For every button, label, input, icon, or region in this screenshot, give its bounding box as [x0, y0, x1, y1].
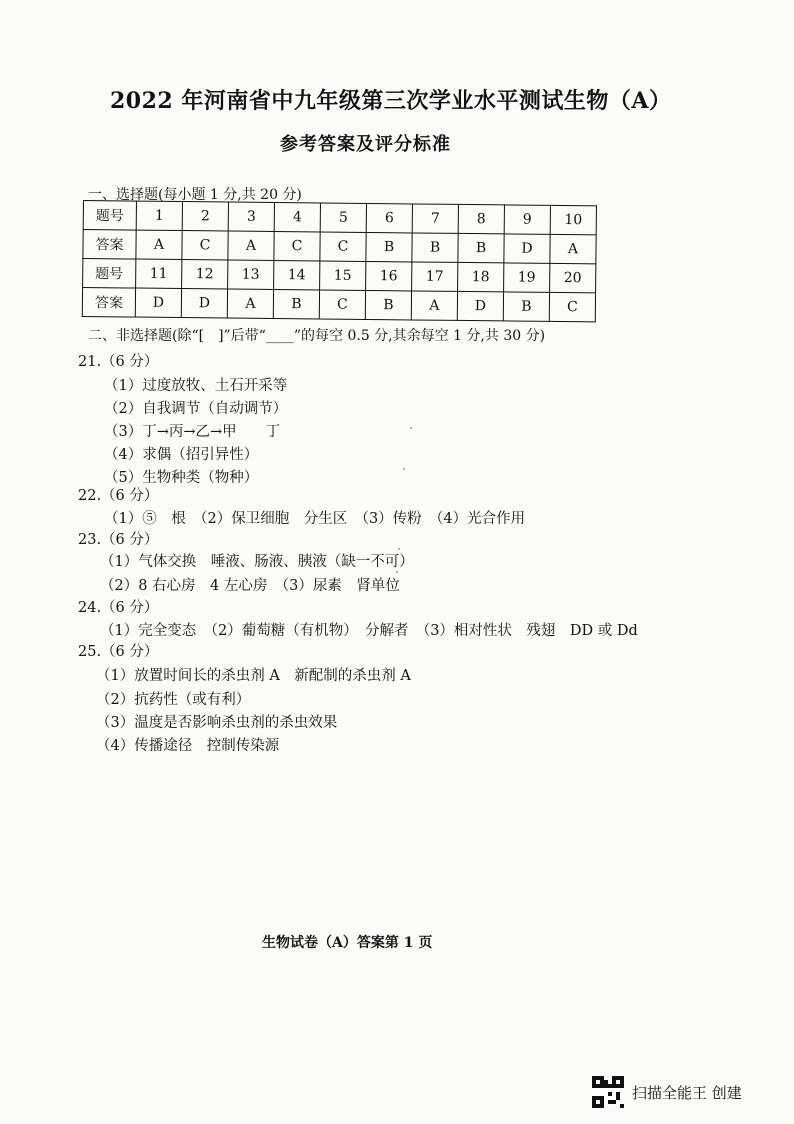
table-cell: C: [320, 232, 366, 261]
table-cell: C: [274, 232, 320, 261]
table-cell: A: [411, 291, 457, 320]
table-cell: 5: [320, 203, 366, 232]
page-subtitle: 参考答案及评分标准: [280, 134, 451, 155]
page-title: 2022 年河南省中九年级第三次学业水平测试生物（A）: [110, 88, 672, 114]
answer-line: （1）气体交换 唾液、肠液、胰液（缺一不可）: [100, 554, 414, 570]
table-row-label: 题号: [83, 259, 136, 289]
answer-line: （2）抗药性（或有利）: [96, 692, 251, 708]
table-row-label: 答案: [83, 230, 136, 260]
table-cell: 18: [458, 262, 504, 291]
answer-line: （5）生物种类（物种）: [104, 470, 259, 486]
answer-line: 24.（6 分）: [78, 600, 159, 616]
answer-line: （1）完全变态 （2）葡萄糖（有机物） 分解者 （3）相对性状 残翅 DD 或 Dd: [100, 623, 638, 639]
section-2-heading: 二、非选择题(除“[ ]”后带“____”的每空 0.5 分,其余每空 1 分,共 30 分): [88, 325, 545, 345]
table-cell: B: [458, 233, 504, 262]
table-cell: 20: [550, 263, 596, 292]
answer-line: （1）过度放牧、土石开采等: [104, 378, 288, 394]
answer-line: （4）求偶（招引异性）: [104, 447, 259, 463]
scanner-label: 扫描全能王 创建: [632, 1083, 742, 1102]
table-row-label: 答案: [82, 288, 135, 318]
table-cell: 13: [228, 260, 274, 289]
table-cell: A: [550, 234, 596, 263]
table-cell: B: [366, 232, 412, 261]
scanner-watermark: [592, 1076, 742, 1108]
table-cell: D: [135, 288, 181, 317]
table-row-answer-2: [82, 288, 595, 322]
answer-line: （4）传播途径 控制传染源: [96, 738, 280, 754]
table-cell: C: [182, 231, 228, 260]
table-cell: 15: [320, 261, 366, 290]
table-cell: B: [412, 233, 458, 262]
table-cell: 3: [228, 202, 274, 231]
qr-code-icon: [592, 1076, 624, 1108]
table-cell: A: [227, 289, 273, 318]
table-cell: 12: [182, 260, 228, 289]
table-cell: D: [457, 291, 503, 320]
answer-line: （1）⑤ 根 （2）保卫细胞 分生区 （3）传粉 （4）光合作用: [104, 511, 526, 527]
table-cell: B: [503, 292, 549, 321]
table-cell: 17: [412, 262, 458, 291]
table-cell: D: [504, 234, 550, 263]
table-cell: 6: [366, 203, 412, 232]
table-cell: 9: [504, 205, 550, 234]
answer-line: 21.（6 分）: [78, 354, 159, 370]
table-cell: 8: [458, 204, 504, 233]
table-cell: A: [228, 231, 274, 260]
table-cell: C: [319, 290, 365, 319]
table-cell: 4: [274, 203, 320, 232]
answer-table: [82, 200, 597, 322]
answer-line: 22.（6 分）: [78, 488, 159, 504]
table-cell: 2: [182, 202, 228, 231]
answer-line: （3）温度是否影响杀虫剂的杀虫效果: [96, 715, 338, 731]
table-cell: 16: [366, 261, 412, 290]
table-cell: A: [136, 230, 182, 259]
answer-line: （3）丁→丙→乙→甲 丁: [104, 424, 281, 440]
table-cell: 11: [136, 259, 182, 288]
table-cell: 7: [412, 204, 458, 233]
page-footer: 生物试卷（A）答案第 1 页: [262, 935, 433, 951]
table-cell: D: [181, 289, 227, 318]
table-cell: C: [549, 292, 595, 321]
table-cell: 10: [550, 205, 596, 234]
table-cell: B: [365, 290, 411, 319]
table-row-label: 题号: [83, 201, 136, 231]
table-cell: 1: [136, 201, 182, 230]
section-1-heading: 一、选择题(每小题 1 分,共 20 分): [88, 187, 302, 203]
answer-line: 25.（6 分）: [78, 644, 159, 660]
table-cell: 14: [274, 261, 320, 290]
answer-line: 23.（6 分）: [78, 532, 159, 548]
table-cell: B: [273, 290, 319, 319]
answer-line: （1）放置时间长的杀虫剂 A 新配制的杀虫剂 A: [96, 668, 411, 684]
answer-line: （2）自我调节（自动调节）: [104, 401, 288, 417]
answer-line: （2）8 右心房 4 左心房 （3）尿素 肾单位: [100, 578, 400, 594]
table-cell: 19: [504, 263, 550, 292]
